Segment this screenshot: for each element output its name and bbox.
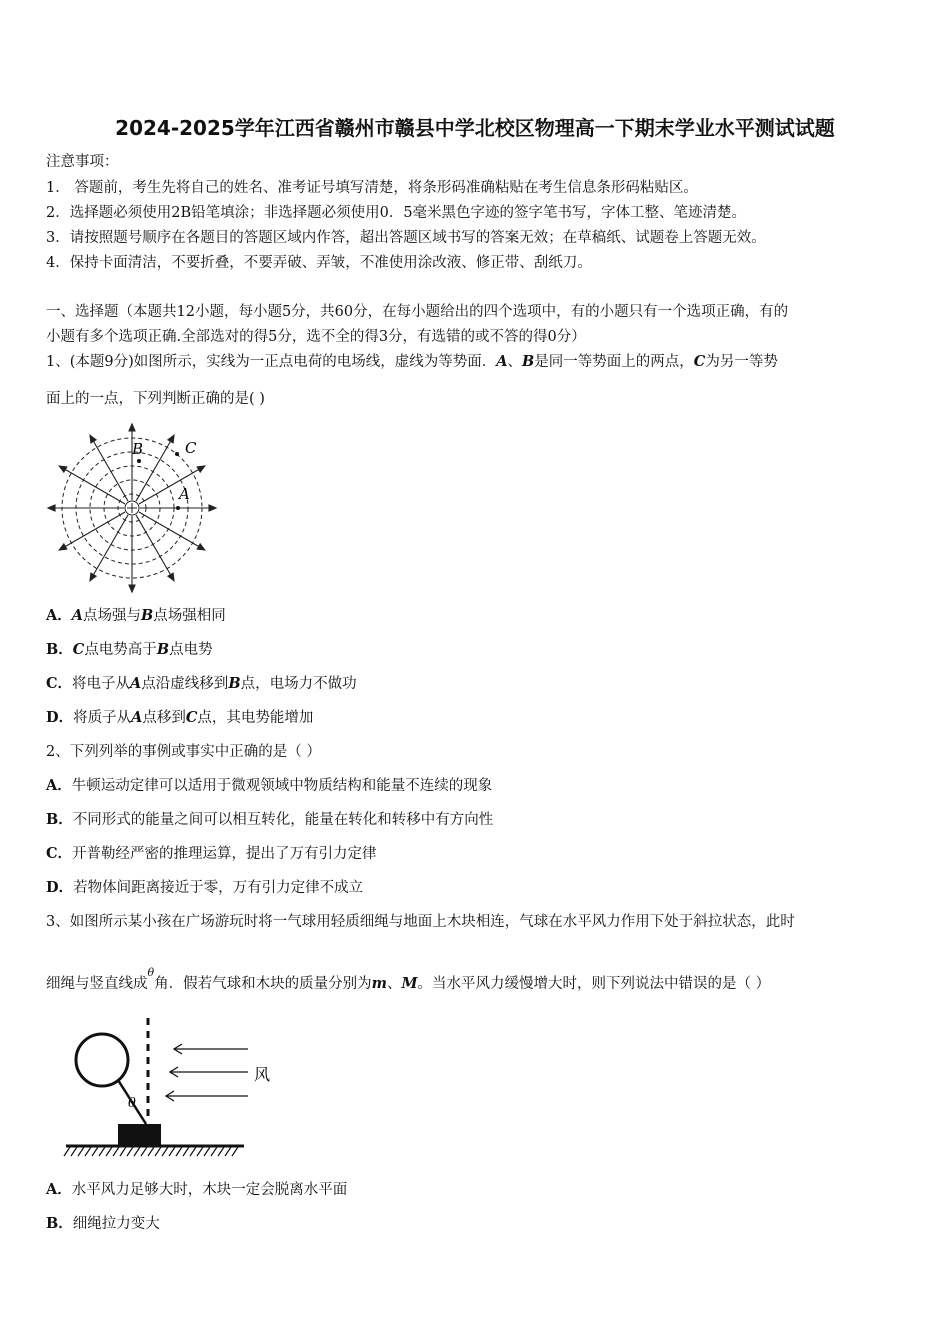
ground-hatch (113, 1147, 119, 1156)
q2-option-a[interactable]: A．牛顿运动定律可以适用于微观领域中物质结构和能量不连续的现象 (46, 777, 493, 794)
section-heading-line2: 小题有多个选项正确.全部选对的得5分，选不全的得3分，有选错的或不答的得0分） (46, 329, 586, 345)
point-c-marker (175, 452, 179, 456)
field-line (59, 512, 125, 550)
ground-hatch (211, 1147, 217, 1156)
field-line-arrowhead (90, 573, 96, 581)
point-b-marker (137, 459, 141, 463)
q1-option-d[interactable]: D．将质子从A点移到C点，其电势能增加 (46, 709, 314, 726)
q2-option-d[interactable]: D．若物体间距离接近于零，万有引力定律不成立 (46, 879, 364, 896)
q3-balloon-diagram (62, 1014, 282, 1164)
field-line-arrowhead (168, 435, 174, 443)
ground-hatch (176, 1147, 182, 1156)
ground-hatch (183, 1147, 189, 1156)
notice-item: 1． 答题前，考生先将自己的姓名、准考证号填写清楚，将条形码准确粘贴在考生信息条形码粘贴区。 (46, 180, 698, 196)
q2-stem: 2、下列列举的事例或事实中正确的是（ ） (46, 744, 321, 760)
q1-option-a[interactable]: A．A点场强与B点场强相同 (46, 607, 226, 624)
ground-hatch (225, 1147, 231, 1156)
ground-hatch (127, 1147, 133, 1156)
theta-label: θ (128, 1096, 136, 1111)
q3-option-b[interactable]: B．细绳拉力变大 (46, 1215, 160, 1232)
q3-option-a[interactable]: A．水平风力足够大时，木块一定会脱离水平面 (46, 1181, 348, 1198)
field-line-arrowhead (59, 544, 67, 550)
ground-hatch (141, 1147, 147, 1156)
page-title: 2024-2025学年江西省赣州市赣县中学北校区物理高一下期末学业水平测试试题 (115, 116, 835, 140)
point-c-label: C (185, 439, 197, 457)
point-b-label: B (132, 440, 144, 458)
q3-stem-line1: 3、如图所示某小孩在广场游玩时将一气球用轻质细绳与地面上木块相连，气球在水平风力作用下处于斜拉状态，此时 (46, 914, 795, 930)
field-line-arrowhead (197, 466, 205, 472)
field-line-arrowhead (168, 573, 174, 581)
ground-hatch (85, 1147, 91, 1156)
field-line-arrowhead (90, 435, 96, 443)
notice-heading: 注意事项： (46, 154, 119, 170)
field-line-arrowhead (197, 544, 205, 550)
q2-option-c[interactable]: C．开普勒经严密的推理运算，提出了万有引力定律 (46, 845, 377, 862)
wooden-block (118, 1124, 161, 1146)
field-line-arrowhead (48, 505, 55, 511)
ground-hatch (197, 1147, 203, 1156)
field-line-arrowhead (59, 466, 67, 472)
wind-arrows (166, 1044, 248, 1101)
q1-stem-line2: 面上的一点，下列判断正确的是( ) (46, 391, 265, 407)
ground-hatch (204, 1147, 210, 1156)
q2-option-b[interactable]: B．不同形式的能量之间可以相互转化，能量在转化和转移中有方向性 (46, 811, 494, 828)
ground-hatch (64, 1147, 70, 1156)
q1-stem-line1: 1、(本题9分)如图所示，实线为一正点电荷的电场线，虚线为等势面．A、B是同一等势面上的两点，C为另一等势 (46, 353, 778, 370)
ground-hatch (134, 1147, 140, 1156)
point-a-marker (176, 506, 180, 510)
ground-hatch (78, 1147, 84, 1156)
ground-hatch (71, 1147, 77, 1156)
ground-hatch (99, 1147, 105, 1156)
field-line-arrowhead (129, 424, 135, 431)
ground-hatch (155, 1147, 161, 1156)
point-a-label: A (179, 485, 190, 503)
ground-hatch (148, 1147, 154, 1156)
ground-hatch (232, 1147, 238, 1156)
q3-stem-line2: 细绳与竖直线成$^\theta$角．假若气球和木块的质量分别为m、M。当水平风力缓慢增大时，则下列说法中错误的是（ ） (46, 966, 771, 992)
balloon (76, 1034, 128, 1086)
q1-option-c[interactable]: C．将电子从A点沿虚线移到B点，电场力不做功 (46, 675, 357, 692)
ground-hatch (106, 1147, 112, 1156)
field-line (139, 512, 205, 550)
field-line-arrowhead (129, 585, 135, 592)
ground-hatch (169, 1147, 175, 1156)
notice-item: 3．请按照题号顺序在各题目的答题区域内作答，超出答题区域书写的答案无效；在草稿纸、试题卷上答题无效。 (46, 230, 766, 246)
q1-field-diagram (46, 420, 221, 595)
notice-item: 2．选择题必须使用2B铅笔填涂；非选择题必须使用0．5毫米黑色字迹的签字笔书写，字体工整、笔迹清楚。 (46, 205, 747, 221)
ground-hatch (120, 1147, 126, 1156)
ground-hatch (162, 1147, 168, 1156)
notice-item: 4．保持卡面清洁，不要折叠，不要弄破、弄皱，不准使用涂改液、修正带、刮纸刀。 (46, 255, 592, 271)
field-line-arrowhead (209, 505, 216, 511)
section-heading-line1: 一、选择题（本题共12小题，每小题5分，共60分，在每小题给出的四个选项中，有的小题只有一个选项正确，有的 (46, 304, 789, 320)
q1-option-b[interactable]: B．C点电势高于B点电势 (46, 641, 213, 658)
ground-hatch (190, 1147, 196, 1156)
ground-hatch (92, 1147, 98, 1156)
ground-hatch (218, 1147, 224, 1156)
wind-label: 风 (254, 1065, 271, 1084)
